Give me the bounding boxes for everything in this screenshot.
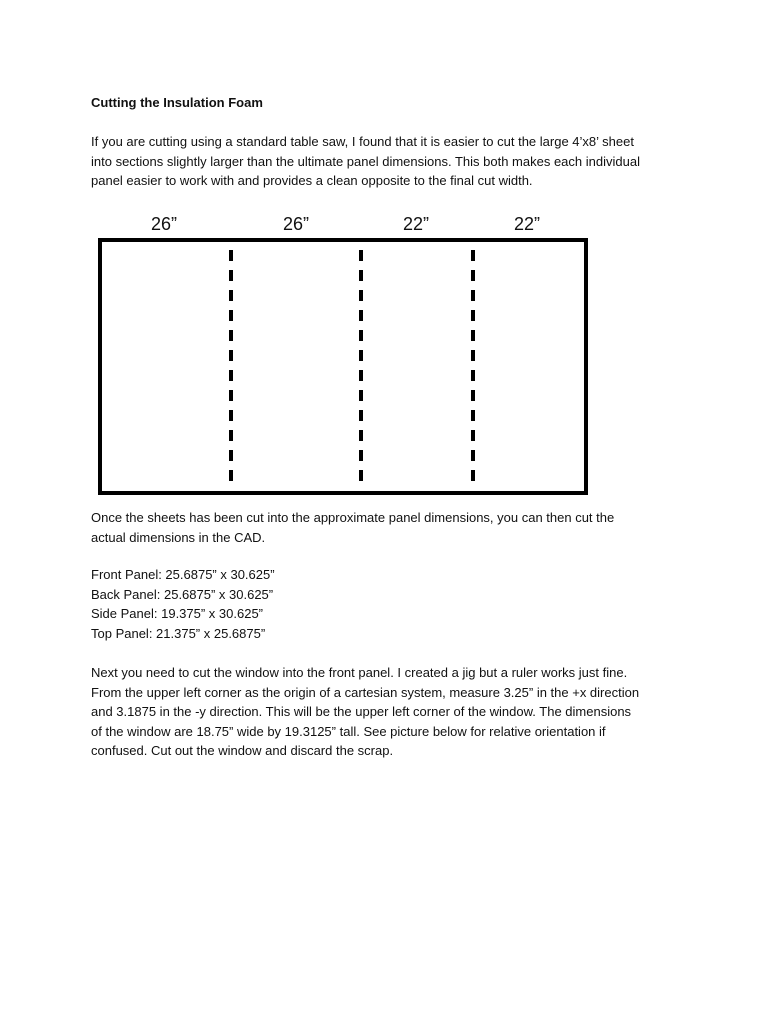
window-cut-line: of the window are 18.75” wide by 19.3125” tall. See picture below for relative orientation if	[91, 723, 606, 739]
panel-dimension-item: Side Panel: 19.375” x 30.625”	[91, 606, 264, 622]
after-diagram-paragraph	[91, 508, 691, 547]
foam-sheet-outline	[98, 238, 588, 495]
section-label-2: 26”	[282, 214, 310, 234]
intro-line: If you are cutting using a standard table saw, I found that it is easier to cut the large 4’x8’ sheet	[91, 134, 634, 149]
panel-dimensions-list	[91, 565, 691, 643]
window-cut-line: and 3.1875 in the -y direction. This will be the upper left corner of the window. The dimensions	[91, 704, 632, 720]
after-diagram-line: actual dimensions in the CAD.	[91, 529, 266, 545]
after-diagram-line: Once the sheets has been cut into the approximate panel dimensions, you can then cut the	[91, 510, 615, 525]
panel-dimension-item: Back Panel: 25.6875” x 30.625”	[91, 586, 274, 602]
intro-line: panel easier to work with and provides a clean opposite to the final cut width.	[91, 173, 533, 189]
section-heading: Cutting the Insulation Foam	[91, 95, 263, 110]
window-cut-line: Next you need to cut the window into the front panel. I created a jig but a ruler works just fine.	[91, 665, 628, 680]
cut-line-2	[359, 250, 363, 490]
panel-dimension-item: Top Panel: 21.375” x 25.6875”	[91, 625, 266, 641]
cut-line-1	[229, 250, 233, 490]
intro-paragraph	[91, 132, 691, 191]
section-label-1: 26”	[150, 214, 178, 234]
section-label-4: 22”	[513, 214, 541, 234]
intro-line: into sections slightly larger than the ultimate panel dimensions. This both makes each individual	[91, 153, 640, 169]
section-label-3: 22”	[402, 214, 430, 234]
window-cut-line: confused. Cut out the window and discard the scrap.	[91, 743, 394, 759]
window-cut-line: From the upper left corner as the origin of a cartesian system, measure 3.25” in the +x direction	[91, 684, 640, 700]
cut-line-3	[471, 250, 475, 490]
window-cut-paragraph	[91, 663, 691, 761]
panel-dimension-item: Front Panel: 25.6875” x 30.625”	[91, 567, 275, 582]
